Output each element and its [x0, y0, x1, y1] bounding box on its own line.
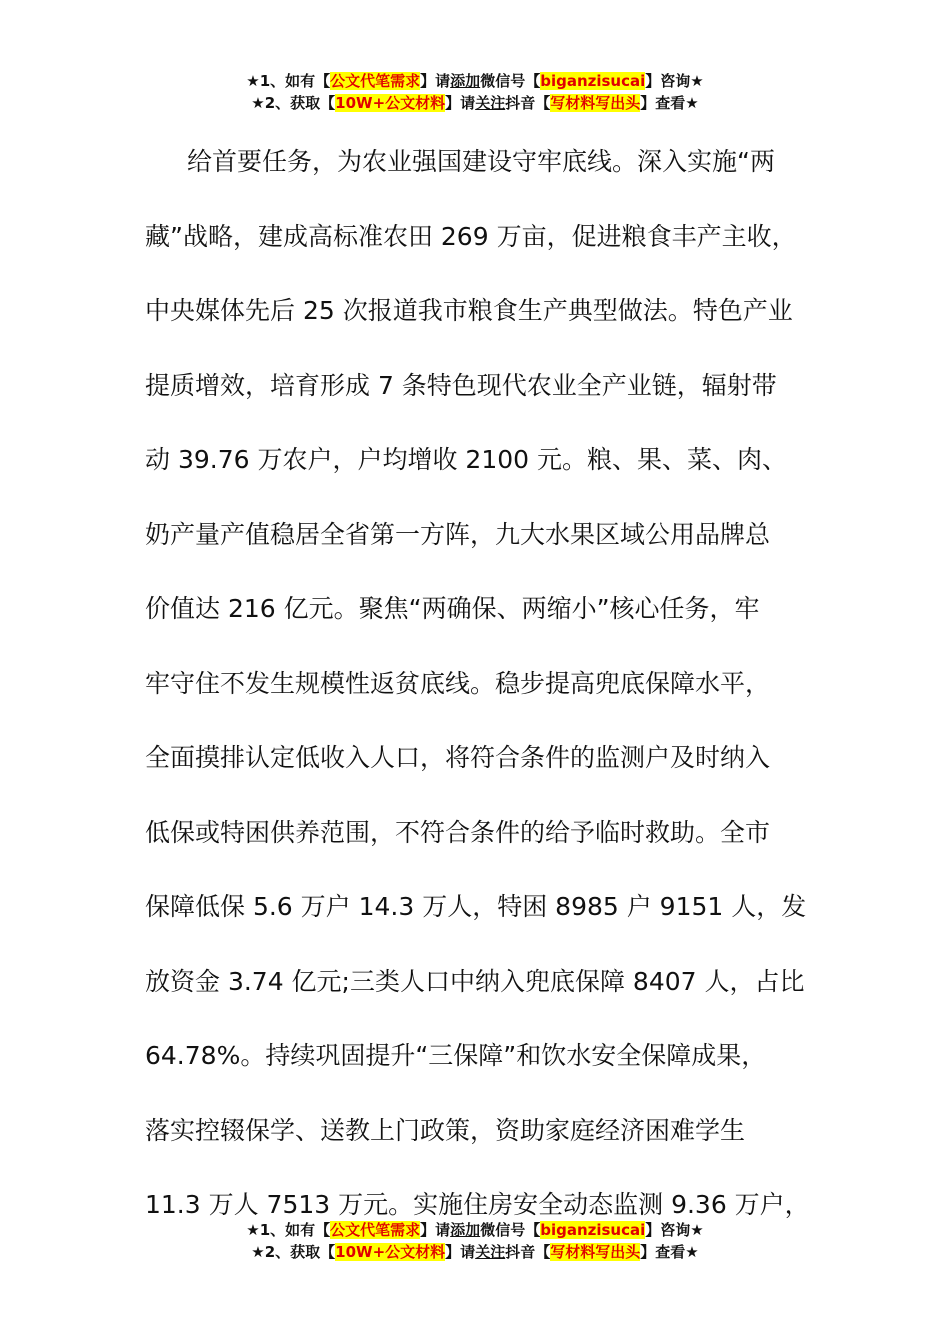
- footer-banner: [0, 1219, 950, 1263]
- paragraph-line: 低保或特困供养范围，不符合条件的给予临时救助。全市: [145, 817, 771, 847]
- paragraph-line: 11.3 万人 7513 万元。实施住房安全动态监测 9.36 万户，: [145, 1190, 810, 1219]
- star-icon: ★: [246, 72, 260, 90]
- banner-line-2: ★2、获取【10W+公文材料】请关注抖音【写材料写出头】查看★: [251, 94, 699, 112]
- document-body: [145, 125, 825, 1243]
- highlight-douyin: 写材料写出头: [550, 94, 641, 112]
- paragraph-line: 价值达 216 亿元。聚焦“两确保、两缩小”核心任务，牢: [145, 594, 760, 623]
- paragraph-line: 奶产量产值稳居全省第一方阵，九大水果区域公用品牌总: [145, 519, 771, 549]
- paragraph-line: 动 39.76 万农户，户均增收 2100 元。粮、果、菜、肉、: [145, 445, 787, 474]
- star-icon: ★: [685, 1243, 699, 1261]
- star-icon: ★: [246, 1221, 260, 1239]
- highlight-wechat-id: biganzisucai: [540, 1221, 646, 1239]
- highlight-douyin: 写材料写出头: [550, 1243, 641, 1261]
- banner-line-1: ★1、如有【公文代笔需求】请添加微信号【biganzisucai】咨询★: [246, 1221, 704, 1239]
- paragraph-line: 提质增效，培育形成 7 条特色现代农业全产业链，辐射带: [145, 370, 777, 400]
- header-banner: [0, 70, 950, 114]
- highlight-service: 公文代笔需求: [330, 72, 421, 90]
- paragraph-line: 保障低保 5.6 万户 14.3 万人，特困 8985 户 9151 人，发: [145, 892, 807, 921]
- star-icon: ★: [251, 1243, 265, 1261]
- paragraph-line: 给首要任务，为农业强国建设守牢底线。深入实施“两: [187, 147, 775, 176]
- highlight-service: 公文代笔需求: [330, 1221, 421, 1239]
- highlight-wechat-id: biganzisucai: [540, 72, 646, 90]
- paragraph-line: 中央媒体先后 25 次报道我市粮食生产典型做法。特色产业: [145, 296, 793, 325]
- paragraph-line: 牢守住不发生规模性返贫底线。稳步提高兜底保障水平，: [145, 668, 771, 698]
- highlight-materials: 10W+公文材料: [335, 94, 446, 112]
- paragraph-line: 64.78%。持续巩固提升“三保障”和饮水安全保障成果，: [145, 1041, 767, 1070]
- paragraph-line: 落实控辍保学、送教上门政策，资助家庭经济困难学生: [145, 1115, 746, 1145]
- paragraph-line: 藏”战略，建成高标准农田 269 万亩，促进粮食丰产主收，: [145, 221, 797, 251]
- banner-line-1: ★1、如有【公文代笔需求】请添加微信号【biganzisucai】咨询★: [246, 72, 704, 90]
- star-icon: ★: [690, 1221, 704, 1239]
- highlight-materials: 10W+公文材料: [335, 1243, 446, 1261]
- banner-line-2: ★2、获取【10W+公文材料】请关注抖音【写材料写出头】查看★: [251, 1243, 699, 1261]
- paragraph-line: 全面摸排认定低收入人口，将符合条件的监测户及时纳入: [145, 743, 771, 772]
- star-icon: ★: [685, 94, 699, 112]
- paragraph-line: 放资金 3.74 亿元;三类人口中纳入兜底保障 8407 人，占比: [145, 966, 805, 996]
- star-icon: ★: [690, 72, 704, 90]
- star-icon: ★: [251, 94, 265, 112]
